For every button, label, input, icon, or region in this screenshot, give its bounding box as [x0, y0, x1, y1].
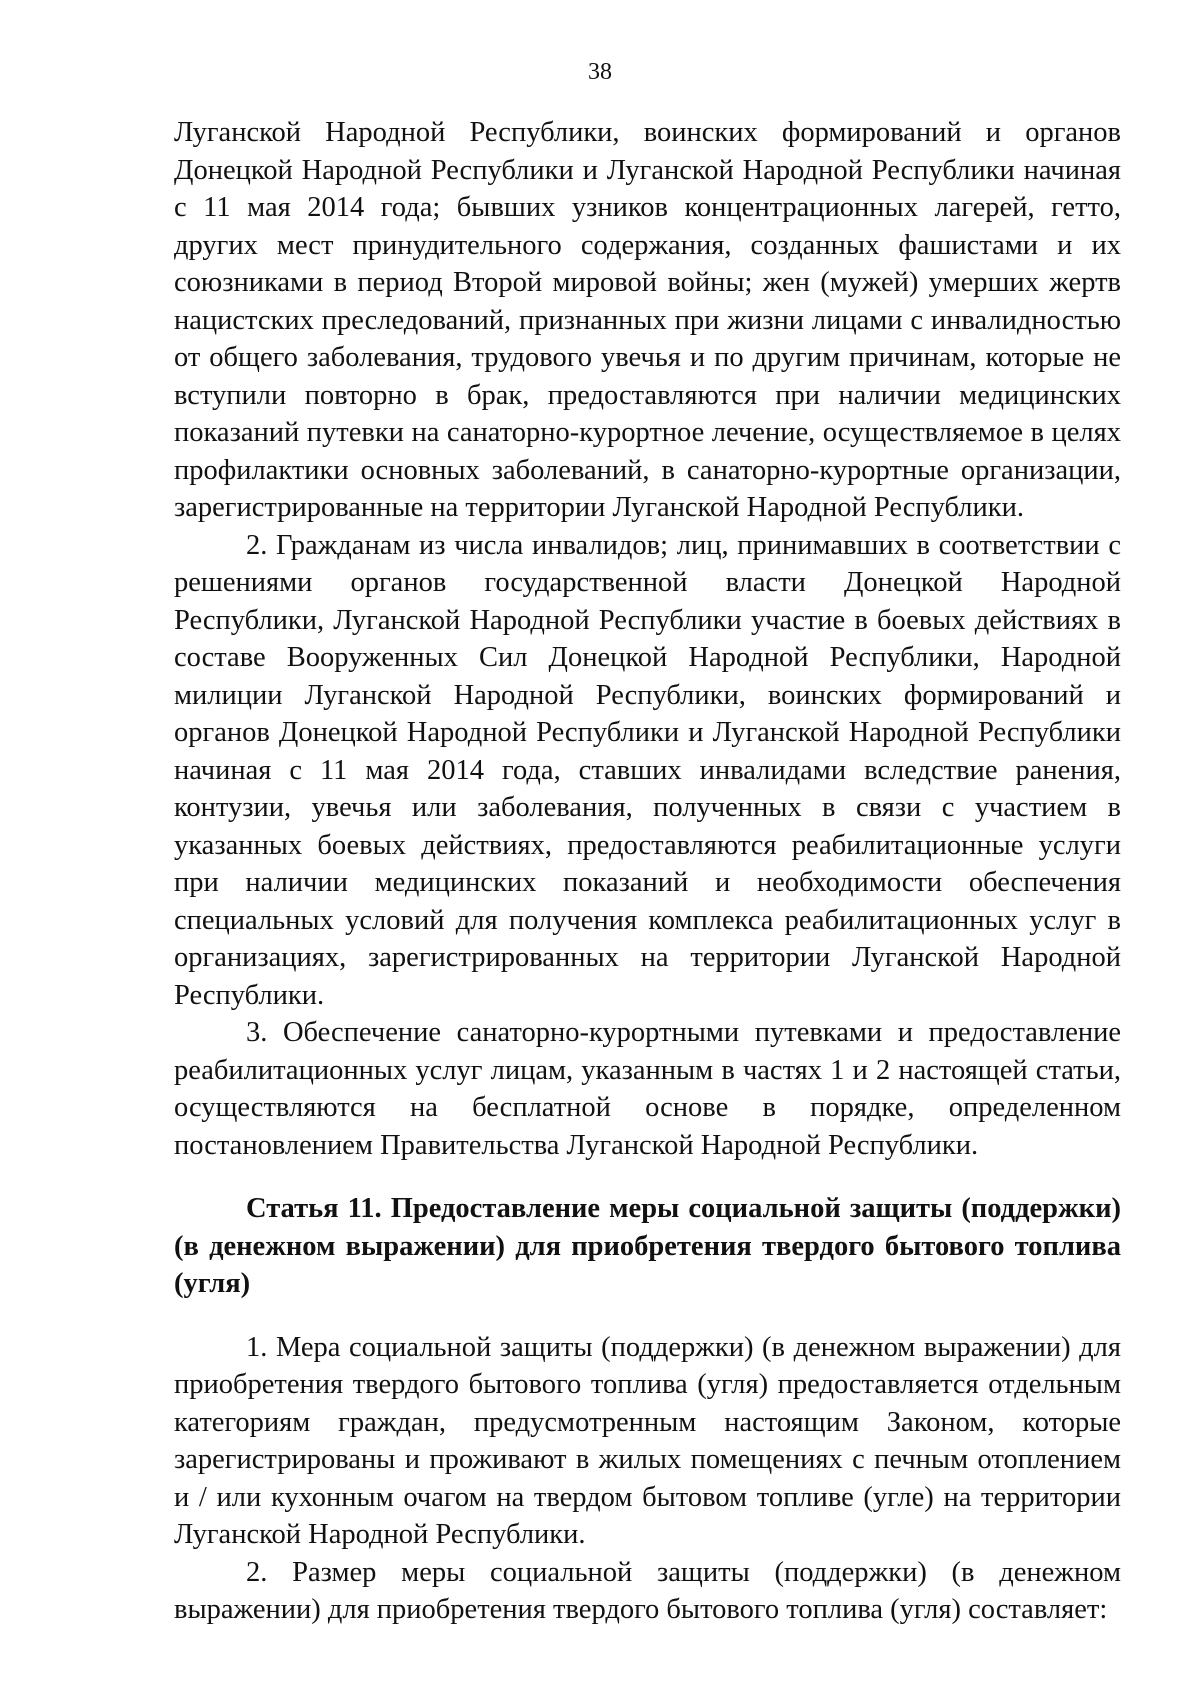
article-heading: Статья 11. Предоставление меры социальной защиты (поддержки) (в денежном выражении) для приобретения твердого бытового топлива (угля)	[174, 1193, 1121, 1299]
paragraph-continuation: Луганской Народной Республики, воинских формирований и органов Донецкой Народной Республики и Луганской Народной Республики начиная с 11 мая 2014 года; бывших узников концентрационных лагерей, гетто, других мест принудительного содержания, созданных фашистами и их союзниками в период Второй мировой войны; жен (мужей) умерших жертв нацистских преследований, признанных при жизни лицами с инвалидностью от общего заболевания, трудового увечья и по другим причинам, которые не вступили повторно в брак, предоставляются при наличии медицинских показаний путевки на санаторно-курортное лечение, осуществляемое в целях профилактики основных заболеваний, в санаторно-курортные организации, зарегистрированные на территории Луганской Народной Республики.	[174, 117, 1121, 523]
paragraph-article11-item-2: 2. Размер меры социальной защиты (поддержки) (в денежном выражении) для приобретения твердого бытового топлива (угля) составляет:	[174, 1556, 1121, 1625]
paragraph-article11-item-1: 1. Мера социальной защиты (поддержки) (в денежном выражении) для приобретения твердого бытового топлива (угля) предоставляется отдельным категориям граждан, предусмотренным настоящим Законом, которые зарегистрированы и проживают в жилых помещениях с печным отоплением и / или кухонным очагом на твердом бытовом топливе (угле) на территории Луганской Народной Республики.	[174, 1331, 1121, 1550]
document-body	[174, 114, 1121, 1629]
page-number: 38	[588, 59, 612, 85]
paragraph-item-3: 3. Обеспечение санаторно-курортными путевками и предоставление реабилитационных услуг лицам, указанным в частях 1 и 2 настоящей статьи, осуществляются на бесплатной основе в порядке, определенном постановлением Правительства Луганской Народной Республики.	[174, 1017, 1121, 1161]
paragraph-item-2: 2. Гражданам из числа инвалидов; лиц, принимавших в соответствии с решениями органов государственной власти Донецкой Народной Республики, Луганской Народной Республики участие в боевых действиях в составе Вооруженных Сил Донецкой Народной Республики, Народной милиции Луганской Народной Республики, воинских формирований и органов Донецкой Народной Республики и Луганской Народной Республики начиная с 11 мая 2014 года, ставших инвалидами вследствие ранения, контузии, увечья или заболевания, полученных в связи с участием в указанных боевых действиях, предоставляются реабилитационные услуги при наличии медицинских показаний и необходимости обеспечения специальных условий для получения комплекса реабилитационных услуг в организациях, зарегистрированных на территории Луганской Народной Республики.	[174, 529, 1121, 1011]
